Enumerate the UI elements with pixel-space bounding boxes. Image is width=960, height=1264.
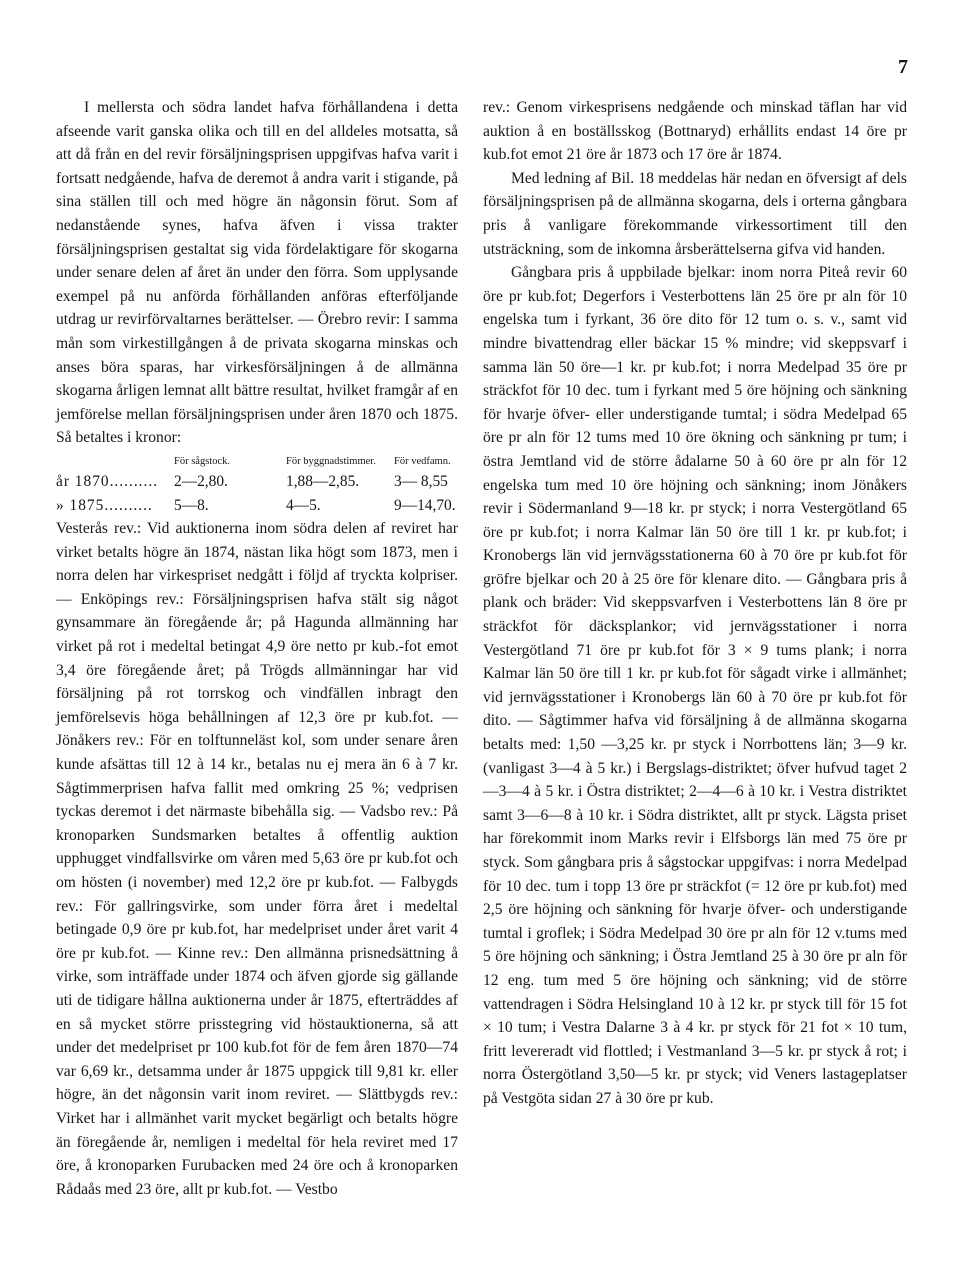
table-header [56,454,458,470]
page-number: 7 [898,56,908,78]
price-table [56,454,458,517]
table-header-cell [56,454,174,470]
table-cell: år 1870.......... [56,472,159,490]
table-cell: 3— 8,55 [394,472,448,490]
table-cell: 2—2,80. [174,472,228,490]
paragraph: Gångbara pris å uppbilade bjelkar: inom norra Piteå revir 60 öre pr kub.fot; Degerfors i Vesterbottens län 25 öre pr aln för 10 engelska tum i fyrkant, 36 öre dito för 12 tum o. s. v., samt vid mindre bivattendrag eller bäckar 15 % mindre; vid skeppsvarf i samma län 50 öre—1 kr. pr kub.fot; i norra Medelpad 35 öre pr sträckfot för 10 dec. tum i fyrkant med 5 öre höjning och sänkning för hvarje öfver- eller understigande tumtal; i södra Medelpad 65 öre pr aln för 12 tums med 10 öre ökning och sänkning pr tum; i östra Jemtland vid de större ådalarne 50 à 60 öre pr aln för 12 engelska tum med 10 öre höjning och sänkning; inom Jönåkers revir i Södermanland 9—18 kr. pr styck; i norra Vestergötland 65 öre pr kub.fot; i norra Kalmar län 50 öre till 1 kr. pr kub.fot; i Kronobergs län vid jernvägsstationerna 60 à 70 öre pr kub.fot för gröfre bjelkar och 20 à 25 öre för klenare dito. — Gångbara pris å plank och bräder: Vid skeppsvarfven i Vesterbottens län 8 öre pr sträckfot för däcksplankor; vid jernvägsstationer i norra Vestergötland 71 öre pr kub.fot för 3 × 9 tums plank; i norra Kalmar län 50 öre till 1 kr. pr kub.fot för sågadt virke i allmänhet; vid jernvägsstationer i Kronobergs län 60 à 70 öre pr kub.fot för dito. — Sågtimmer hafva vid försäljning å de allmänna skogarna betalts med: 1,50 —3,25 kr. pr styck i Norrbottens län; 3—9 kr. (vanligast 3—4 à 5 kr.) i Bergslags-distriktet; öfver hufvud taget 2 —3—4 à 5 kr. i Östra distriktet; 2—4—6 à 10 kr. i Vestra distriktet samt 3—6—8 à 10 kr. i Södra distriktet, allt pr styck. Lägsta priset har förekommit inom Marks revir i Elfsborgs län med 75 öre pr styck. Som gångbara pris å sågstockar uppgifvas: i norra Medelpad för 10 dec. tum i topp 13 öre pr sträckfot (= 12 öre pr kub.fot) med 2,5 öre höjning och sänkning för hvarje öfver- och understigande tumtal i groflek; i Södra Medelpad 30 öre pr aln för 12 v.tums med 5 öre höjning och sänkning; i Östra Jemtland 25 à 30 öre pr aln för 12 eng. tum med 5 öre höjning och sänkning; vid de större vattendragen i Södra Helsingland 10 à 12 kr. pr styck till för 15 fot × 10 tum; i Vestra Dalarne 3 à 4 kr. pr styck för 21 fot × 10 tum, fritt levereradt vid flottled; i Vestmanland 3—5 kr. pr styck å rot; i norra Östergötland 3,50—5 kr. pr styck; vid Veners lastageplatser på Vestgöta sidan 27 à 30 öre pr kub. [483,264,907,1107]
paragraph: Med ledning af Bil. 18 meddelas här nedan en öfversigt af dels försäljningsprisen på de allmänna skogarna, dels i orterna gångbara pris å vanligare förekommande virkessortiment till den utsträckning, som de inkomna årsberättelserna gifva vid handen. [483,169,907,258]
left-column [56,96,458,1201]
table-row [56,494,458,518]
table-cell: 5—8. [174,496,209,514]
table-cell: 1,88—2,85. [286,472,360,490]
paragraph: I mellersta och södra landet hafva förhållandena i detta afseende varit ganska olika och till en del alldeles motsatta, så att då från en del revir försäljningsprisen uppgifvas hafva varit i fortsatt nedgående, hafva de deremot å andra varit i stigande, på sina ställen till och med högre än någonsin förut. Som af nedanstående synes, hafva äfven i vissa trakter försäljningsprisen gestaltat sig vida fördelaktigare för skogarna under senare delen af året än under den förra. Som upplysande exempel på nu anförda förhållanden anföras efterföljande utdrag ur revirförvaltarnes berättelser. — Örebro revir: I samma mån som virkestillgången å de privata skogarna minskas och anses böra sparas, har virkesförsäljningen å de allmänna skogarna årligen lemnat allt bättre resultat, hvilket framgår af en jemförelse mellan försäljningsprisen under åren 1870 och 1875. Så betaltes i kronor: [56,99,458,447]
table-header-cell: För sågstock. [174,455,230,467]
table-cell: 9—14,70. [394,496,456,514]
table-cell: 4—5. [286,496,321,514]
table-row [56,470,458,494]
table-header-cell: För vedfamn. [394,455,451,467]
paragraph: rev.: Genom virkesprisens nedgående och minskad täflan har vid auktion å en boställsskog (Bottnaryd) erhållits endast 14 öre pr kub.fot emot 21 öre år 1873 och 17 öre år 1874. [483,99,907,164]
right-column [483,96,907,1111]
table-cell: » 1875.......... [56,496,153,514]
paragraph: Vesterås rev.: Vid auktionerna inom södra delen af reviret har virket betalts högre än 1874, nästan lika högt som 1873, men i norra delen har virkespriset nedgått i följd af tryckta kolpriser. — Enköpings rev.: Försäljningsprisen hafva stält sig något gynsammare än föregående år; på Hagunda allmänning har virket på rot i medeltal betingat 4,9 öre netto pr kub.-fot emot 3,4 öre föregående året; på Trögds allmänningar har vid försäljning på rot torrskog och vindfällen inbragt den jemförelsevis höga behållningen af 12,3 öre pr kub.fot. — Jönåkers rev.: För en tolftunneläst kol, som under senare åren kunde afsättas till 12 à 14 kr., betalas nu ej mera än 6 à 7 kr. Sågtimmerprisen hafva fallit med omkring 25 %; vedprisen tyckas deremot i det närmaste bibehålla sig. — Vadsbo rev.: På kronoparken Sundsmarken betaltes å offentlig auktion upphugget vindfallsvirke om våren med 5,63 öre pr kub.fot och om hösten (i november) med 12,2 öre pr kub.fot. — Falbygds rev.: För gallringsvirke, som under förra året i medeltal betingade 0,9 öre pr kub.fot, har medelpriset under året varit 4 öre pr kub.fot. — Kinne rev.: Den allmänna prisnedsättning å virke, som inträffade under 1874 och äfven gjorde sig gällande uti de tidigare hållna auktionerna under år 1875, efterträddes af en så mycket större prisstegring vid höstauktionerna, så att under det medelpriset pr 100 kub.fot för de fem åren 1870—74 var 6,69 kr., detsamma under år 1875 uppgick till 9,81 kr. eller högre, än det någonsin varit inom reviret. — Slättbygds rev.: Virket har i allmänhet varit mycket begärligt och betalts högre än föregående år, nemligen i medeltal för hela reviret med 17 öre, å kronoparken Furubacken med 24 öre och å kronoparken Rådaås med 23 öre, allt pr kub.fot. — Vestbo [56,520,458,1198]
table-header-cell: För byggnadstimmer. [286,455,376,467]
